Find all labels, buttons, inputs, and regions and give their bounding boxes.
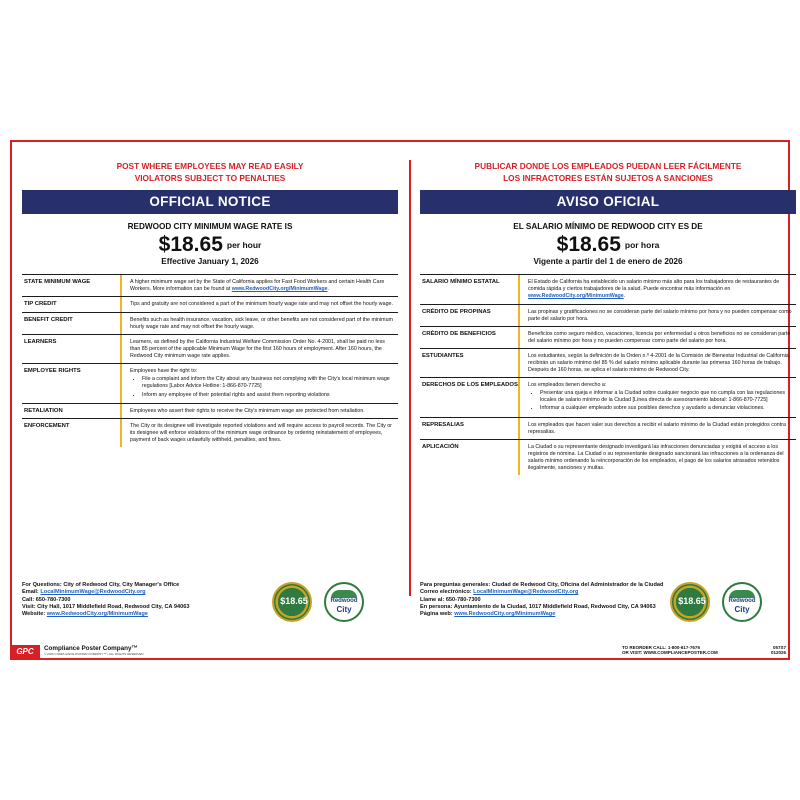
posting-warning [22,160,398,184]
poster-codes: 057S7 012026 [770,645,786,655]
table-row [22,404,398,419]
row-label: STATE MINIMUM WAGE [24,279,91,286]
row-text: Learners, as defined by the California Industrial Welfare Commission Order No. 4-2001, shall be paid no less than 85 percent of the applicable Minimum Wage for the first 160 hours of employment. After 160 hours, the Redwood City minimum wage rate applies. [120,335,398,363]
minimum-wage-link-es[interactable]: www.RedwoodCity.org/MinimumWage [528,293,624,300]
gpc-logo-icon: GPC [10,645,40,658]
list-item: • Presentar una queja e informar a la Ciudad sobre cualquier negocio que no cumpla con las regulaciones locales de salario mínimo de la Ciudad [Línea directa de asesoramiento laboral: 1-866-870-7725] [540,390,792,404]
spanish-column [420,142,796,602]
list-item: • Informar a cualquier empleado sobre sus posibles derechos y ayudarlo a denunciar violaciones. [540,405,792,412]
table-row [420,378,796,417]
english-column [22,142,398,602]
row-label: ENFORCEMENT [24,423,70,430]
row-label: RETALIATION [24,407,63,414]
row-text: The City or its designee will investigate reported violations and will require access to payroll records. The City or its designee will enforce violations of the minimum wage ordinance by ordering reinstatement of employees, payment of back wages unlawfully withheld, penalties, and fines. [120,419,398,447]
wage-amount-es: $18.65 [556,233,621,256]
effective-date: Effective January 1, 2026 [161,257,259,267]
posting-warning-es [420,160,796,184]
spanish-footer [420,582,796,642]
publisher-name: Compliance Poster Company™ [44,645,138,652]
table-row [22,313,398,335]
publisher-tagline: © 2026 COMPLIANCE POSTER COMPANY™ • ALL RIGHTS RESERVED [44,652,144,656]
wage-seal-icon: $18.65 [670,582,710,622]
wage-amount: $18.65 [158,233,223,256]
aviso-oficial-banner: AVISO OFICIAL [420,190,796,214]
contact-info-es: Para preguntas generales: Ciudad de Redwood City, Oficina del Administrador de la Ciudad Correo electrónico: LocalMinimumWage@RedwoodCity.org Llame al: 650-780-7300 En persona: Ayuntamiento de la Ciudad, 1017 Middlefield Road, Redwood City, CA 94063 Página web: www.RedwoodCity.org/MinimumWage [420,582,664,618]
row-text: Employees who assert their rights to receive the City's minimum wage are protected from retaliation. [120,404,398,418]
row-text: La Ciudad o su representante designado investigará las infracciones denunciadas y exigirá el acceso a los registros de nómina. La Ciudad o su representante designado sancionará las infracciones a la ordenanza del salario mínimo ordenando la reincorporación de los empleados, el pago de los salarios atrasados retenidos ilegalmente, sanciones y multas. [518,440,796,475]
wage-unit: per hour [226,240,262,250]
wage-heading: REDWOOD CITY MINIMUM WAGE RATE IS [127,222,293,231]
row-text: Benefits such as health insurance, vacation, sick leave, or other benefits are not considered part of the minimum hourly wage rate and may not offset the hourly wage. [120,313,398,334]
table-row [22,297,398,312]
warning-line-2: VIOLATORS SUBJECT TO PENALTIES [134,173,286,183]
row-label: TIP CREDIT [24,301,57,308]
row-text: Los estudiantes, según la definición de la Orden n.º 4-2001 de la Comisión de Bienestar Industrial de California, recibirán un salario mínimo del 85 % del salario mínimo aplicable durante las primeras 160 horas de trabajo. Después de 160 horas, se aplica el salario mínimo de Redwood City. [518,349,796,377]
email-link[interactable]: LocalMinimumWage@RedwoodCity.org [40,589,146,596]
table-row [22,364,398,403]
reorder-info: TO REORDER CALL: 1-800-617-7676 OR VISIT: WWW.COMPLIANCEPOSTER.COM [622,645,718,655]
minimum-wage-link[interactable]: www.RedwoodCity.org/MinimumWage [231,286,328,293]
row-text: Las propinas y gratificaciones no se consideran parte del salario mínimo por hora y no pueden compensar como parte del salario por hora. [518,305,796,326]
row-label: REPRESALIAS [422,421,464,428]
table-row [420,327,796,349]
warning-line-1: POST WHERE EMPLOYEES MAY READ EASILY [116,161,304,171]
wage-rate-es [420,233,796,257]
row-text: Employees have the right to: • File a complaint and inform the City about any business not complying with the City's local minimum wage regulations [Labor Advice Hotline: 1-866-870-7725] • Inform any employee of their potential rights and assist them reporting violations [120,364,398,402]
row-label: BENEFIT CREDIT [24,316,73,323]
contact-info: For Questions: City of Redwood City, City Manager's Office Email: LocalMinimumWage@RedwoodCity.org Call: 650-780-7300 Visit: City Hall, 1017 Middlefield Road, Redwood City, CA 94063 Website: www.RedwoodCity.org/MinimumWage [22,582,190,618]
wage-rate [22,233,398,257]
table-row [420,349,796,378]
table-row [22,275,398,297]
warning-line-1-es: PUBLICAR DONDE LOS EMPLEADOS PUEDAN LEER FÁCILMENTE [474,161,742,171]
table-row [420,305,796,327]
row-label: CRÉDITO DE PROPINAS [422,308,491,315]
list-item: • Inform any employee of their potential rights and assist them reporting violations [142,392,394,399]
notice-table [22,274,398,447]
table-row [420,440,796,475]
row-text: Los empleados que hacen valer sus derechos a recibir el salario mínimo de la Ciudad están protegidos contra represalias. [518,418,796,439]
center-divider [409,160,411,596]
row-text: El Estado de California ha establecido un salario mínimo más alto para los trabajadores de restaurantes de comida rápida y ciertos trabajadores de la salud. Puede encontrar más información en www.RedwoodCity.org/MinimumWage. [518,275,796,303]
table-row [420,418,796,440]
email-link-es[interactable]: LocalMinimumWage@RedwoodCity.org [473,589,579,596]
row-text: Los empleados tienen derecho a: • Presentar una queja e informar a la Ciudad sobre cualquier negocio que no cumpla con las regulaciones locales de salario mínimo de la Ciudad [Línea directa de asesoramiento laboral: 1-866-870-7725] • Informar a cualquier empleado sobre sus posibles derechos y ayudarlo a denunciar violaciones. [518,378,796,416]
redwood-city-logo-icon: Redwood City [324,582,364,622]
website-link[interactable]: www.RedwoodCity.org/MinimumWage [46,611,148,618]
english-footer [22,582,398,642]
row-text: Tips and gratuity are not considered a part of the minimum hourly wage rate and may not offset the hourly wage. [120,297,398,311]
poster [10,140,790,660]
row-label: APLICACIÓN [422,443,459,450]
table-row [22,335,398,364]
row-text: A higher minimum wage set by the State of California applies for Fast Food Workers and certain Health Care Workers. More information can be found at www.RedwoodCity.org/MinimumWage. [120,275,398,296]
row-label: CRÉDITO DE BENEFICIOS [422,330,496,337]
warning-line-2-es: LOS INFRACTORES ESTÁN SUJETOS A SANCIONES [503,173,713,183]
redwood-city-logo-icon: Redwood City [722,582,762,622]
effective-date-es: Vigente a partir del 1 de enero de 2026 [533,257,683,267]
row-label: EMPLOYEE RIGHTS [24,368,81,375]
row-label: LEARNERS [24,339,57,346]
row-label: DERECHOS DE LOS EMPLEADOS [422,382,518,389]
wage-heading-es: EL SALARIO MÍNIMO DE REDWOOD CITY ES DE [513,222,703,231]
wage-seal-icon: $18.65 [272,582,312,622]
publisher-bar [10,645,790,659]
notice-table-es [420,274,796,475]
list-item: • File a complaint and inform the City about any business not complying with the City's local minimum wage regulations [Labor Advice Hotline: 1-866-870-7725] [142,376,394,390]
official-notice-banner: OFFICIAL NOTICE [22,190,398,214]
row-text: Beneficios como seguro médico, vacaciones, licencia por enfermedad u otros beneficios no se consideran parte del salario mínimo por hora y no pueden compensar como parte del salario por hora. [518,327,796,348]
website-link-es[interactable]: www.RedwoodCity.org/MinimumWage [454,611,556,618]
table-row [420,275,796,304]
table-row [22,419,398,447]
row-label: SALARIO MÍNIMO ESTATAL [422,279,500,286]
row-label: ESTUDIANTES [422,352,464,359]
wage-unit-es: por hora [624,240,660,250]
